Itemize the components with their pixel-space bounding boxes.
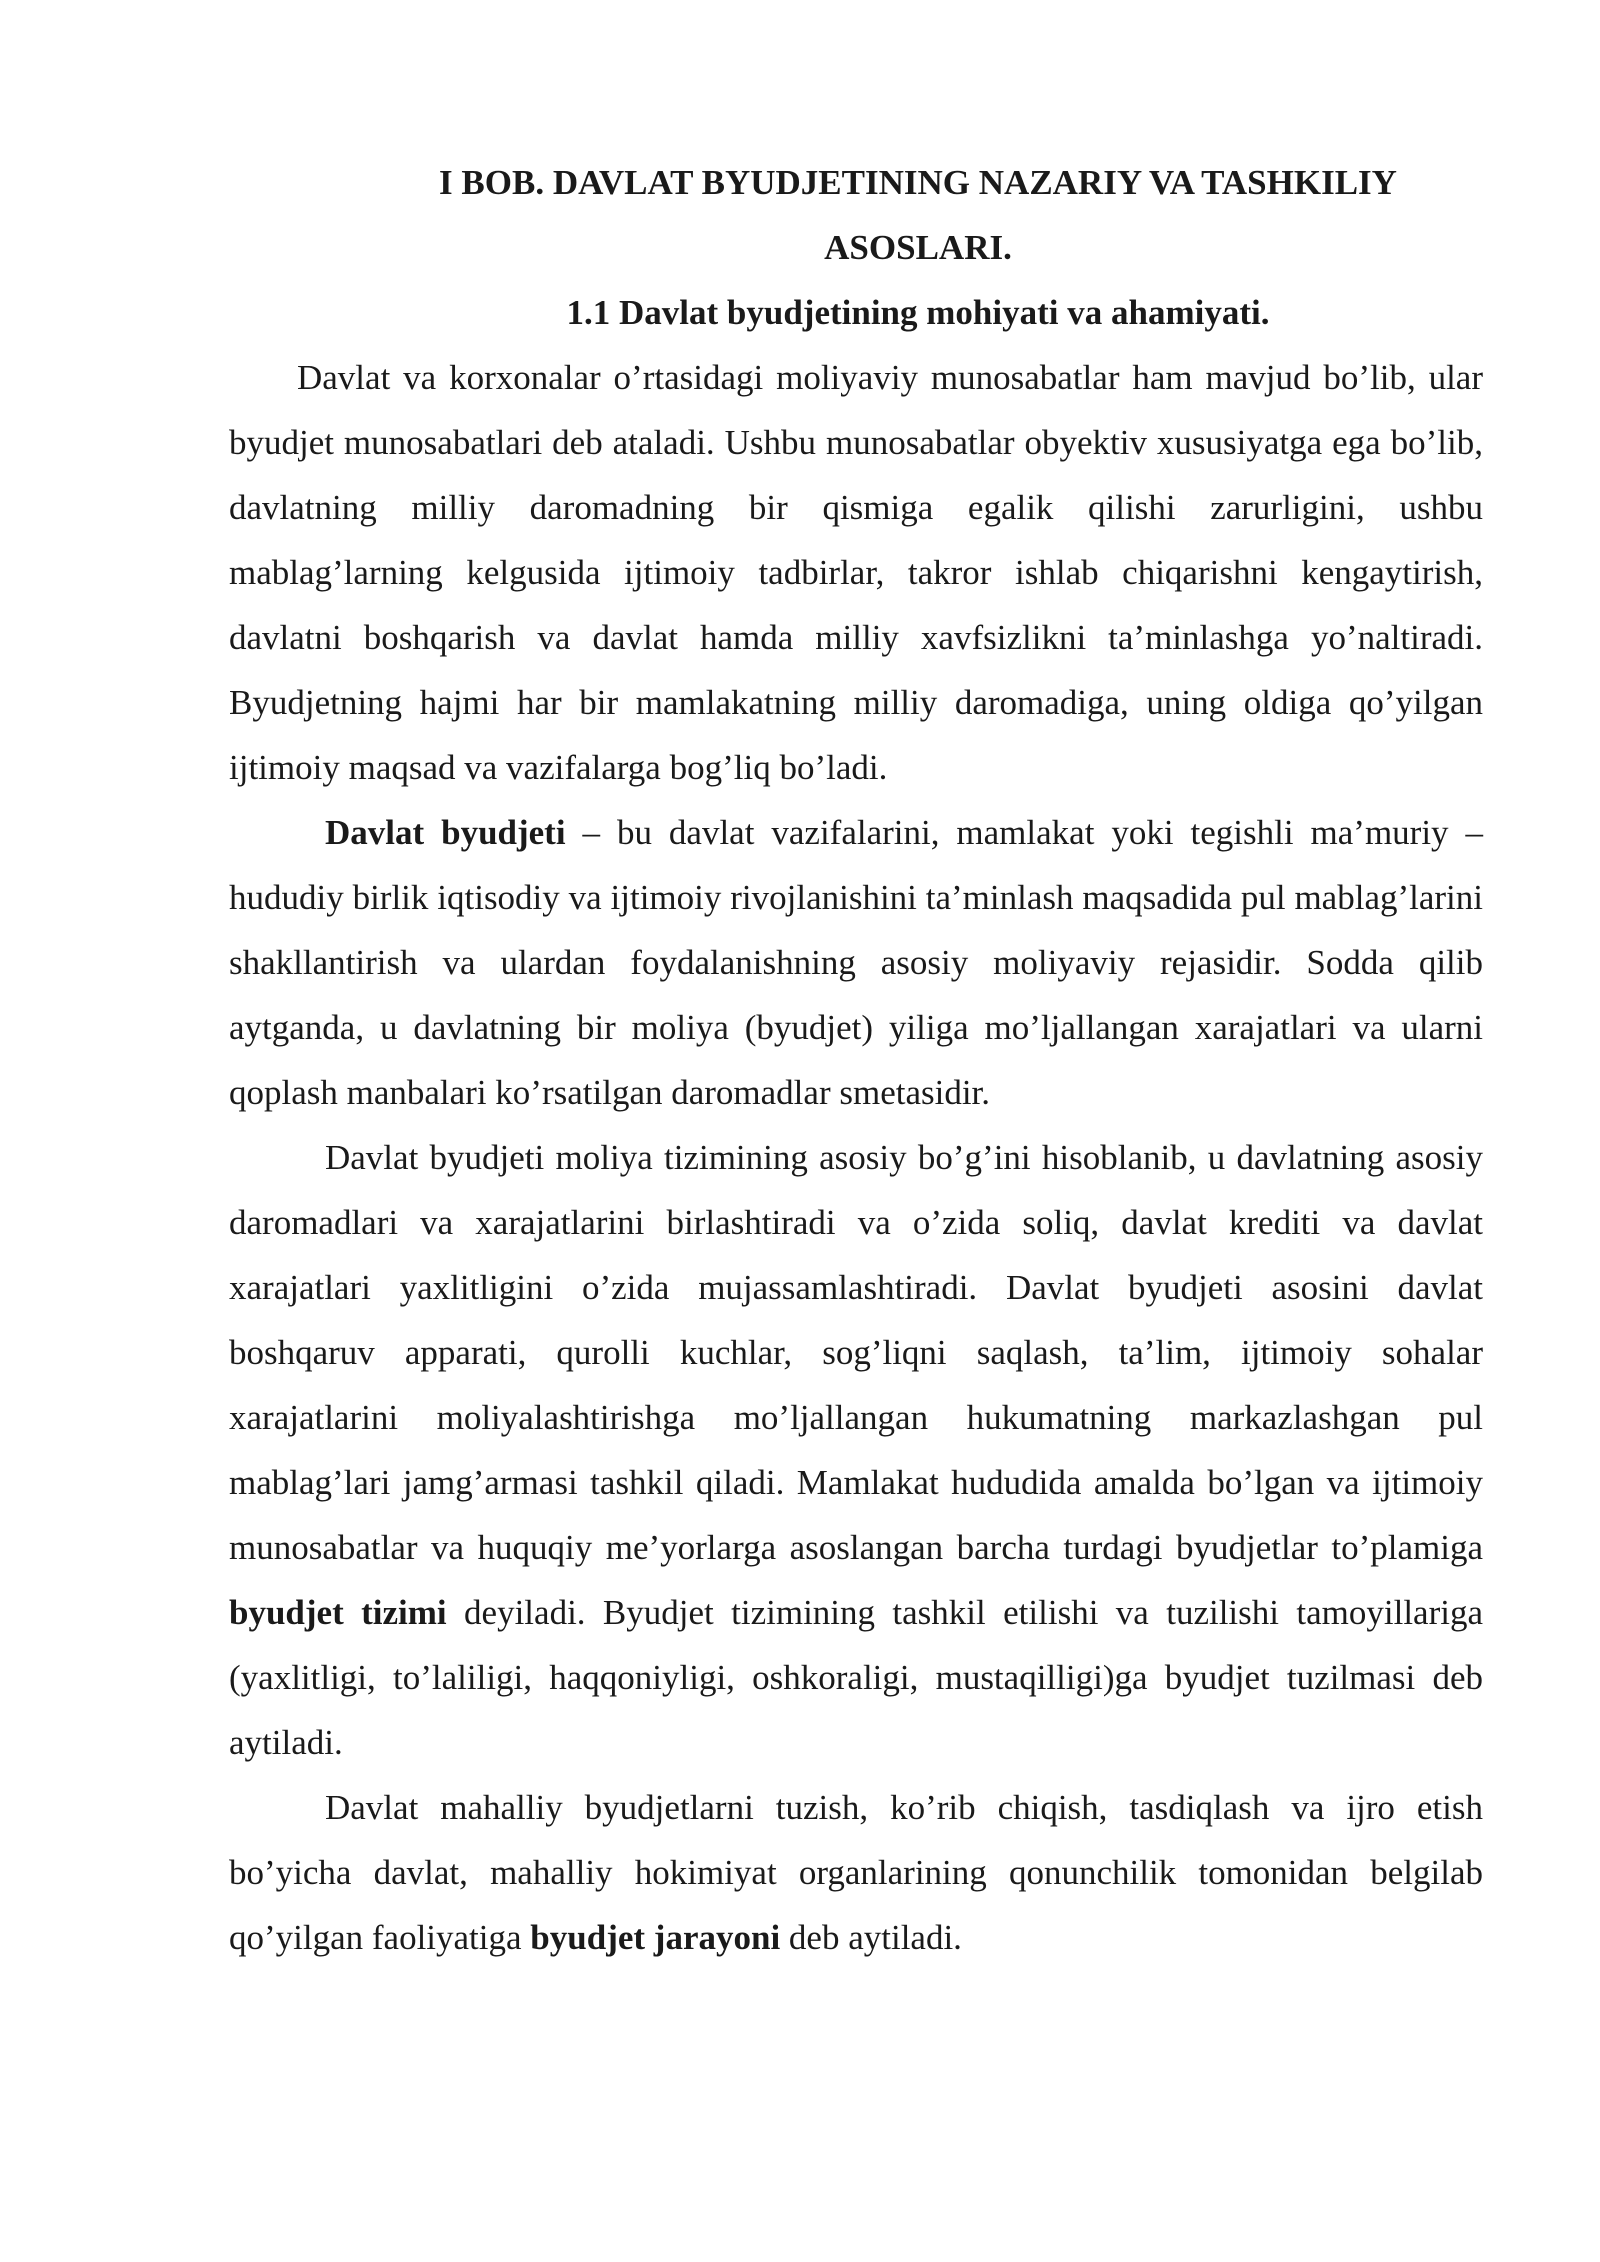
paragraph-4-text-after: deb aytiladi. <box>780 1918 962 1957</box>
paragraph-4-text-before: Davlat mahalliy byudjetlarni tuzish, ko’rib chiqish, tasdiqlash va ijro etish bo’yicha davlat, mahalliy hokimiyat organlarining qonunchilik tomonidan belgilab qo’yilgan faoliyatiga <box>229 1788 1483 1957</box>
paragraph-4 <box>229 1775 1483 1970</box>
paragraph-2 <box>229 800 1483 1125</box>
paragraph-1 <box>229 345 1483 800</box>
paragraph-3 <box>229 1125 1483 1775</box>
chapter-title: I BOB. DAVLAT BYUDJETINING NAZARIY VA TASHKILIY ASOSLARI. <box>439 163 1397 267</box>
paragraph-2-text: – bu davlat vazifalarini, mamlakat yoki tegishli ma’muriy – hududiy birlik iqtisodiy va ijtimoiy rivojlanishini ta’minlash maqsadida pul mablag’larini shakllantirish va ulardan foydalanishning asosiy moliyaviy rejasidir. Sodda qilib aytganda, u davlatning bir moliya (byudjet) yiliga mo’ljallangan xarajatlari va ularni qoplash manbalari ko’rsatilgan daromadlar smetasidir. <box>229 813 1483 1112</box>
paragraph-3-text-before: Davlat byudjeti moliya tizimining asosiy bo’g’ini hisoblanib, u davlatning asosiy daromadlari va xarajatlarini birlashtiradi va o’zida soliq, davlat krediti va davlat xarajatlari yaxlitligini o’zida mujassamlashtiradi. Davlat byudjeti asosini davlat boshqaruv apparati, qurolli kuchlar, sog’liqni saqlash, ta’lim, ijtimoiy sohalar xarajatlarini moliyalashtirishga mo’ljallangan hukumatning markazlashgan pul mablag’lari jamg’armasi tashkil qiladi. Mamlakat hududida amalda bo’lgan va ijtimoiy munosabatlar va huquqiy me’yorlarga asoslangan barcha turdagi byudjetlar to’plamiga <box>229 1138 1483 1567</box>
paragraph-3-text-after: deyiladi. Byudjet tizimining tashkil etilishi va tuzilishi tamoyillariga (yaxlitligi, to’laliligi, haqqoniyligi, oshkoraligi, mustaqilligi)ga byudjet tuzilmasi deb aytiladi. <box>229 1593 1483 1762</box>
document-page <box>229 150 1483 1970</box>
term-byudjet-tizimi: byudjet tizimi <box>229 1593 447 1632</box>
paragraph-1-text: Davlat va korxonalar o’rtasidagi moliyaviy munosabatlar ham mavjud bo’lib, ular byudjet munosabatlari deb ataladi. Ushbu munosabatlar obyektiv xususiyatga ega bo’lib, davlatning milliy daromadning bir qismiga egalik qilishi zarurligini, ushbu mablag’larning kelgusida ijtimoiy tadbirlar, takror ishlab chiqarishni kengaytirish, davlatni boshqarish va davlat hamda milliy xavfsizlikni ta’minlashga yo’naltiradi. Byudjetning hajmi har bir mamlakatning milliy daromadiga, uning oldiga qo’yilgan ijtimoiy maqsad va vazifalarga bog’liq bo’ladi. <box>229 358 1483 787</box>
term-davlat-byudjeti: Davlat byudjeti <box>325 813 566 852</box>
term-byudjet-jarayoni: byudjet jarayoni <box>530 1918 781 1957</box>
section-title: 1.1 Davlat byudjetining mohiyati va ahamiyati. <box>566 293 1270 332</box>
